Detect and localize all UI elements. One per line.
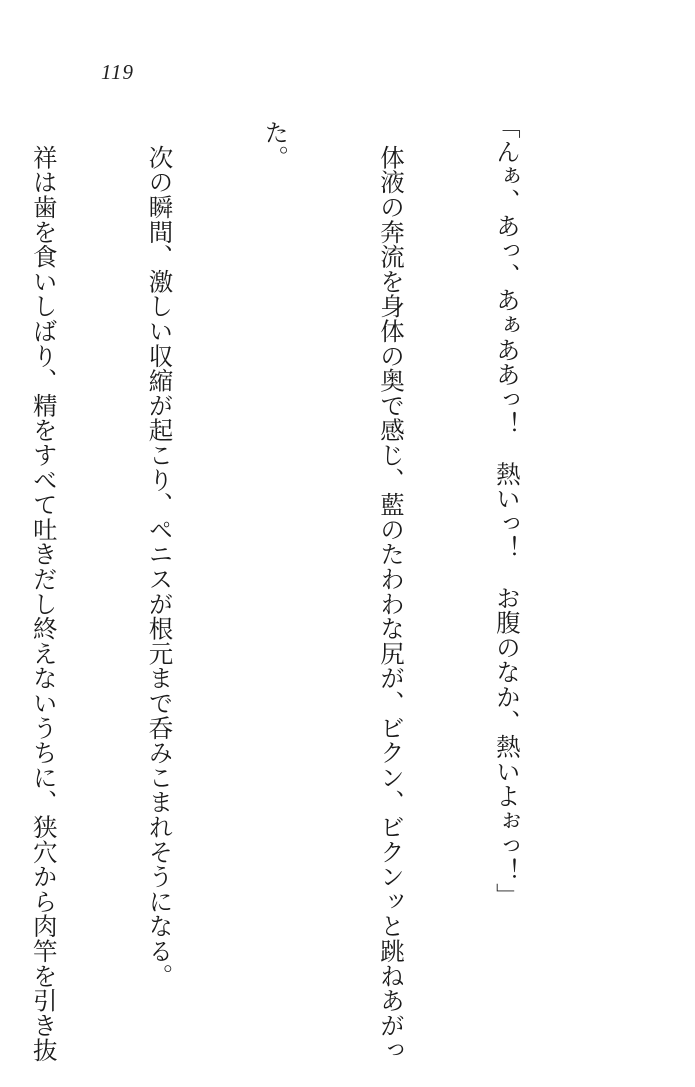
- body-text: [0, 114, 603, 1063]
- text-line: 体液の奔流を身体の奥で感じ、藍のたわわな尻が、ビクン、ビクンッと跳ねあがっ: [377, 120, 407, 1063]
- text-line: た。: [261, 120, 291, 170]
- text-line: 次の瞬間、激しい収縮が起こり、ペニスが根元まで呑みこまれそうになる。: [145, 120, 175, 988]
- text-line: 祥は歯を食いしばり、精をすべて吐きだし終えないうちに、狭穴から肉竿を引き抜: [29, 120, 59, 1063]
- page-number: 119: [101, 60, 134, 84]
- text-line: 「んぁ、あっ、あぁああっ！ 熱いっ！ お腹のなか、熱いよぉっ！」: [492, 114, 522, 908]
